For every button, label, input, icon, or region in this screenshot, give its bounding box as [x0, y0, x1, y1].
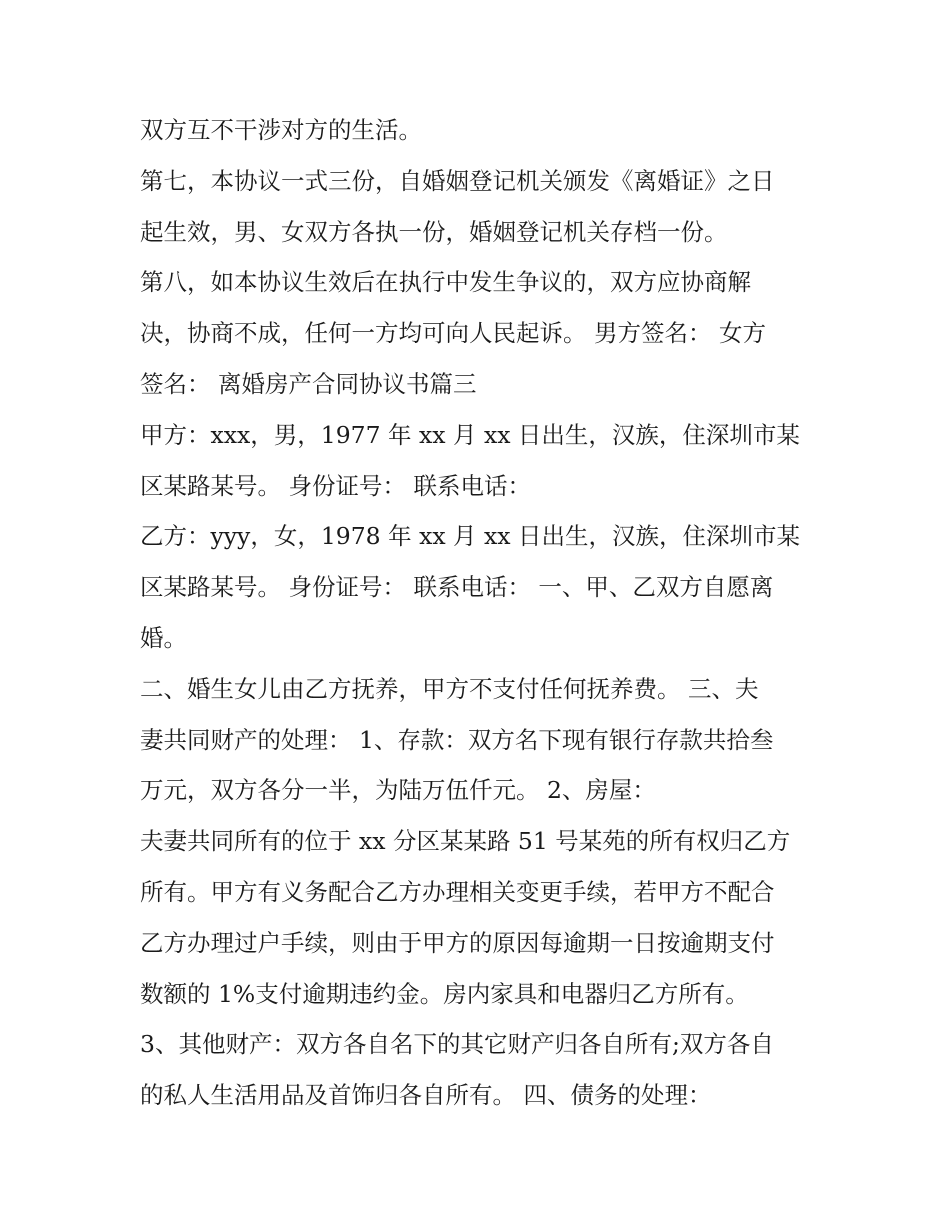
text-line: 区某路某号。 身份证号： 联系电话： — [140, 472, 531, 500]
text-line: 夫妻共同所有的位于 xx 分区某某路 51 号某苑的所有权归乙方 — [140, 827, 791, 855]
text-line: 二、婚生女儿由乙方抚养，甲方不支付任何抚养费。 三、夫 — [140, 675, 759, 703]
text-line: 所有。甲方有义务配合乙方办理相关变更手续，若甲方不配合 — [140, 878, 775, 906]
text-line: 数额的 1%支付逾期违约金。房内家具和电器归乙方所有。 — [140, 980, 749, 1008]
text-line: 第七，本协议一式三份，自婚姻登记机关颁发《离婚证》之日 — [140, 167, 775, 195]
text-line: 签名： 离婚房产合同协议书篇三 — [140, 370, 477, 398]
text-line: 乙方：yyy，女，1978 年 xx 月 xx 日出生，汉族，住深圳市某 — [140, 522, 800, 550]
text-line: 乙方办理过户手续，则由于甲方的原因每逾期一日按逾期支付 — [140, 929, 775, 957]
text-line: 双方互不干涉对方的生活。 — [140, 116, 422, 144]
text-line: 区某路某号。 身份证号： 联系电话： 一、甲、乙双方自愿离 — [140, 573, 774, 601]
text-line: 的私人生活用品及首饰归各自所有。 四、债务的处理： — [140, 1081, 712, 1109]
text-line: 妻共同财产的处理： 1、存款：双方名下现有银行存款共拾叁 — [140, 726, 774, 754]
text-line: 起生效，男、女双方各执一份，婚姻登记机关存档一份。 — [140, 218, 728, 246]
text-line: 第八，如本协议生效后在执行中发生争议的，双方应协商解 — [140, 268, 751, 296]
text-line: 3、其他财产：双方各自名下的其它财产归各自所有;双方各自 — [140, 1030, 774, 1058]
text-line: 万元，双方各分一半，为陆万伍仟元。 2、房屋： — [140, 776, 656, 804]
text-line: 甲方：xxx，男，1977 年 xx 月 xx 日出生，汉族，住深圳市某 — [140, 421, 800, 449]
text-line: 决，协商不成，任何一方均可向人民起诉。 男方签名： 女方 — [140, 319, 766, 347]
text-line: 婚。 — [140, 624, 187, 652]
